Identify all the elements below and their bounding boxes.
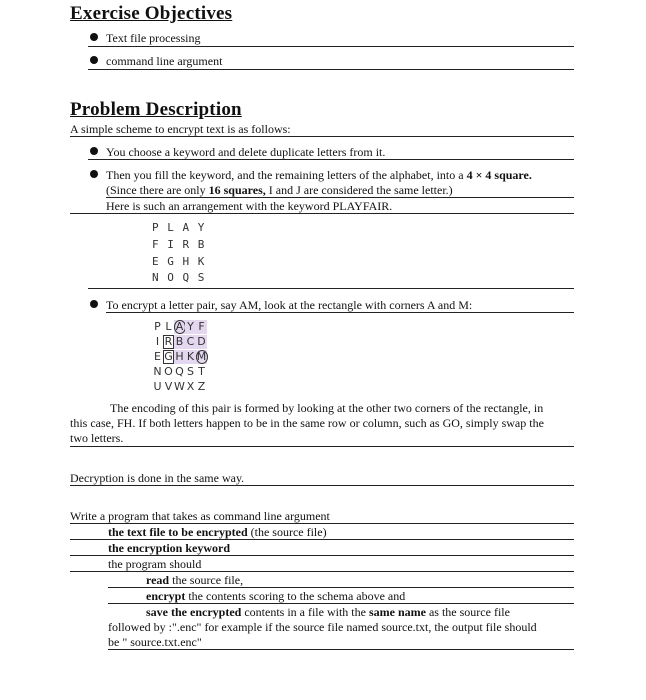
bullet-icon	[90, 56, 98, 64]
grid-cell: I	[155, 335, 160, 348]
objectives-heading: Exercise Objectives	[70, 3, 233, 24]
underline-rule	[70, 446, 574, 447]
grid-cell: N	[153, 365, 162, 378]
underline-rule	[108, 603, 574, 604]
square-row: F I R B	[152, 238, 206, 251]
step-save-line-3: be " source.txt.enc"	[108, 635, 202, 649]
grid-cell: P	[154, 320, 161, 333]
grid-cell: O	[164, 365, 173, 378]
grid-cell: L	[165, 320, 172, 333]
grid-row	[152, 365, 207, 380]
grid-cell: T	[198, 365, 205, 378]
argument-source-file: the text file to be encrypted (the source file)	[108, 525, 327, 539]
problem-heading: Problem Description	[70, 99, 242, 120]
step-encrypt: encrypt the contents scoring to the schema above and	[146, 589, 406, 603]
underline-rule	[70, 213, 574, 214]
grid-cell: U	[153, 380, 162, 393]
underline-rule	[70, 571, 574, 572]
grid-cell: Q	[175, 365, 184, 378]
decryption-note: Decryption is done in the same way.	[70, 471, 245, 485]
bullet-icon	[90, 170, 98, 178]
grid-cell-boxed: G	[164, 350, 173, 363]
grid-cell: S	[187, 365, 194, 378]
arrangement-caption: Here is such an arrangement with the keyword PLAYFAIR.	[106, 199, 393, 213]
bullet-icon	[90, 33, 98, 41]
grid-cell: B	[175, 335, 184, 348]
grid-cell: F	[196, 320, 207, 334]
grid-cell-boxed: R	[164, 335, 173, 348]
objective-item-text-processing: Text file processing	[106, 31, 201, 45]
grid-cell-a-circled: A	[175, 320, 184, 333]
step-save: save the encrypted contents in a file with the same name as the source file	[146, 605, 510, 619]
underline-rule	[106, 197, 574, 198]
underline-rule	[70, 523, 574, 524]
grid-row	[152, 350, 207, 365]
program-should: the program should	[108, 557, 202, 571]
encoding-line-1: The encoding of this pair is formed by looking at the other two corners of the rectangle, in	[110, 401, 544, 415]
bullet-encrypt-pair: To encrypt a letter pair, say AM, look at the rectangle with corners A and M:	[106, 298, 473, 312]
problem-intro: A simple scheme to encrypt text is as follows:	[70, 122, 291, 136]
grid-cell: H	[175, 350, 184, 363]
grid-cell: D	[197, 335, 206, 348]
grid-cell: Z	[197, 380, 206, 393]
underline-rule	[70, 485, 574, 486]
square-row: E G H K	[152, 255, 206, 268]
encoding-line-2: this case, FH. If both letters happen to be in the same row or column, such as GO, simply swap the	[70, 416, 544, 430]
underline-rule	[70, 555, 574, 556]
bullet-keyword: You choose a keyword and delete duplicate letters from it.	[106, 145, 386, 159]
grid-cell: E	[154, 350, 161, 363]
underline-rule	[88, 46, 574, 47]
grid-cell: V	[164, 380, 173, 393]
underline-rule	[70, 136, 574, 137]
square-row: N O Q S	[152, 271, 206, 284]
encoding-line-3: two letters.	[70, 431, 124, 445]
objective-item-command-line: command line argument	[106, 54, 223, 68]
bullet-fill-square: Then you fill the keyword, and the remaining letters of the alphabet, into a 4 × 4 square.	[106, 168, 532, 182]
grid-cell: K	[186, 350, 195, 363]
grid-row	[152, 335, 207, 350]
program-intro: Write a program that takes as command line argument	[70, 509, 330, 523]
grid-cell-m-circled: M	[196, 350, 207, 363]
underline-rule	[108, 587, 574, 588]
grid-cell: C	[186, 335, 195, 348]
playfair-grid	[152, 320, 207, 395]
grid-cell: X	[186, 380, 195, 393]
underline-rule	[88, 288, 574, 289]
argument-keyword: the encryption keyword	[108, 541, 230, 555]
step-save-line-2: followed by :".enc" for example if the source file named source.txt, the output file should	[108, 620, 537, 634]
bullet-icon	[90, 147, 98, 155]
step-read: read the source file,	[146, 573, 244, 587]
grid-row	[152, 320, 207, 335]
underline-rule	[70, 539, 574, 540]
grid-cell: W	[174, 380, 185, 393]
grid-cell: Y	[185, 320, 196, 334]
underline-rule	[88, 69, 574, 70]
bullet-square-note: (Since there are only 16 squares, I and J are considered the same letter.)	[106, 183, 453, 197]
bullet-icon	[90, 300, 98, 308]
underline-rule	[106, 312, 574, 313]
underline-rule	[88, 159, 574, 160]
grid-row	[152, 380, 207, 395]
underline-rule	[108, 649, 574, 650]
square-row: P L A Y	[152, 221, 206, 234]
